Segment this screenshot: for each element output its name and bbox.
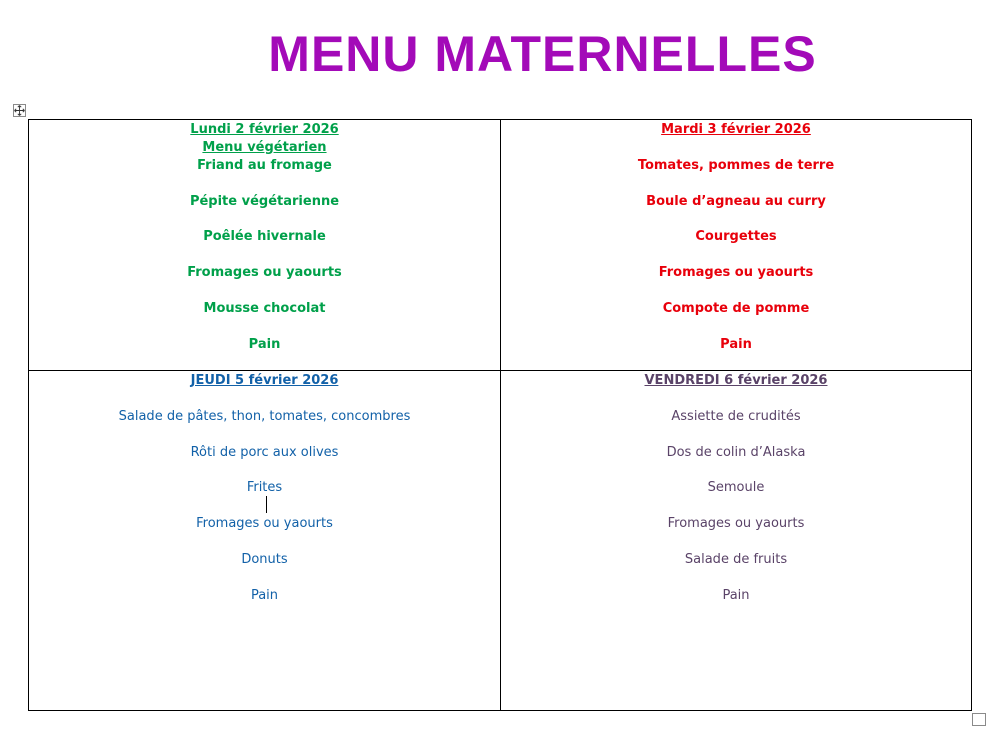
- menu-item: Courgettes: [695, 229, 777, 245]
- menu-item: Poêlée hivernale: [203, 229, 326, 245]
- menu-item: Friand au fromage: [197, 157, 332, 173]
- page-title: MENU MATERNELLES: [268, 26, 817, 82]
- menu-theme: Menu végétarien: [202, 139, 327, 155]
- text-cursor: [266, 496, 267, 513]
- menu-item: Compote de pomme: [662, 300, 810, 316]
- menu-item: Pain: [722, 587, 750, 603]
- menu-item: Frites: [246, 480, 283, 496]
- day-heading: Mardi 3 février 2026: [661, 122, 811, 137]
- menu-item: Tomates, pommes de terre: [637, 157, 835, 173]
- menu-item: Pain: [720, 336, 752, 352]
- menu-item: Pain: [248, 336, 281, 352]
- menu-item: Assiette de crudités: [671, 408, 801, 424]
- menu-item: Boule d’agneau au curry: [646, 193, 826, 209]
- menu-item: Fromages ou yaourts: [187, 265, 342, 281]
- table-move-handle-icon[interactable]: [13, 104, 26, 117]
- menu-item: Mousse chocolat: [203, 301, 326, 316]
- menu-item: Donuts: [241, 551, 288, 567]
- menu-cell-friday: [501, 371, 971, 710]
- menu-cell-tuesday: [501, 120, 971, 371]
- table-resize-handle[interactable]: [972, 713, 986, 726]
- menu-cell-monday: [29, 120, 501, 371]
- menu-cell-thursday: [29, 371, 501, 710]
- menu-item: Pépite végétarienne: [189, 193, 340, 209]
- menu-item: Fromages ou yaourts: [658, 265, 814, 281]
- menu-item: Pain: [250, 587, 279, 603]
- menu-item: Salade de pâtes, thon, tomates, concombres: [118, 408, 411, 424]
- menu-table: [28, 119, 972, 711]
- menu-item: Salade de fruits: [684, 551, 788, 567]
- day-heading: VENDREDI 6 février 2026: [644, 373, 828, 388]
- menu-item: Fromages ou yaourts: [667, 516, 805, 532]
- menu-item: Semoule: [707, 480, 765, 496]
- day-heading: Lundi 2 février 2026: [190, 122, 339, 137]
- day-heading: JEUDI 5 février 2026: [190, 373, 339, 388]
- menu-item: Fromages ou yaourts: [196, 516, 333, 532]
- menu-item: Rôti de porc aux olives: [190, 444, 339, 460]
- menu-item: Dos de colin d’Alaska: [666, 444, 806, 460]
